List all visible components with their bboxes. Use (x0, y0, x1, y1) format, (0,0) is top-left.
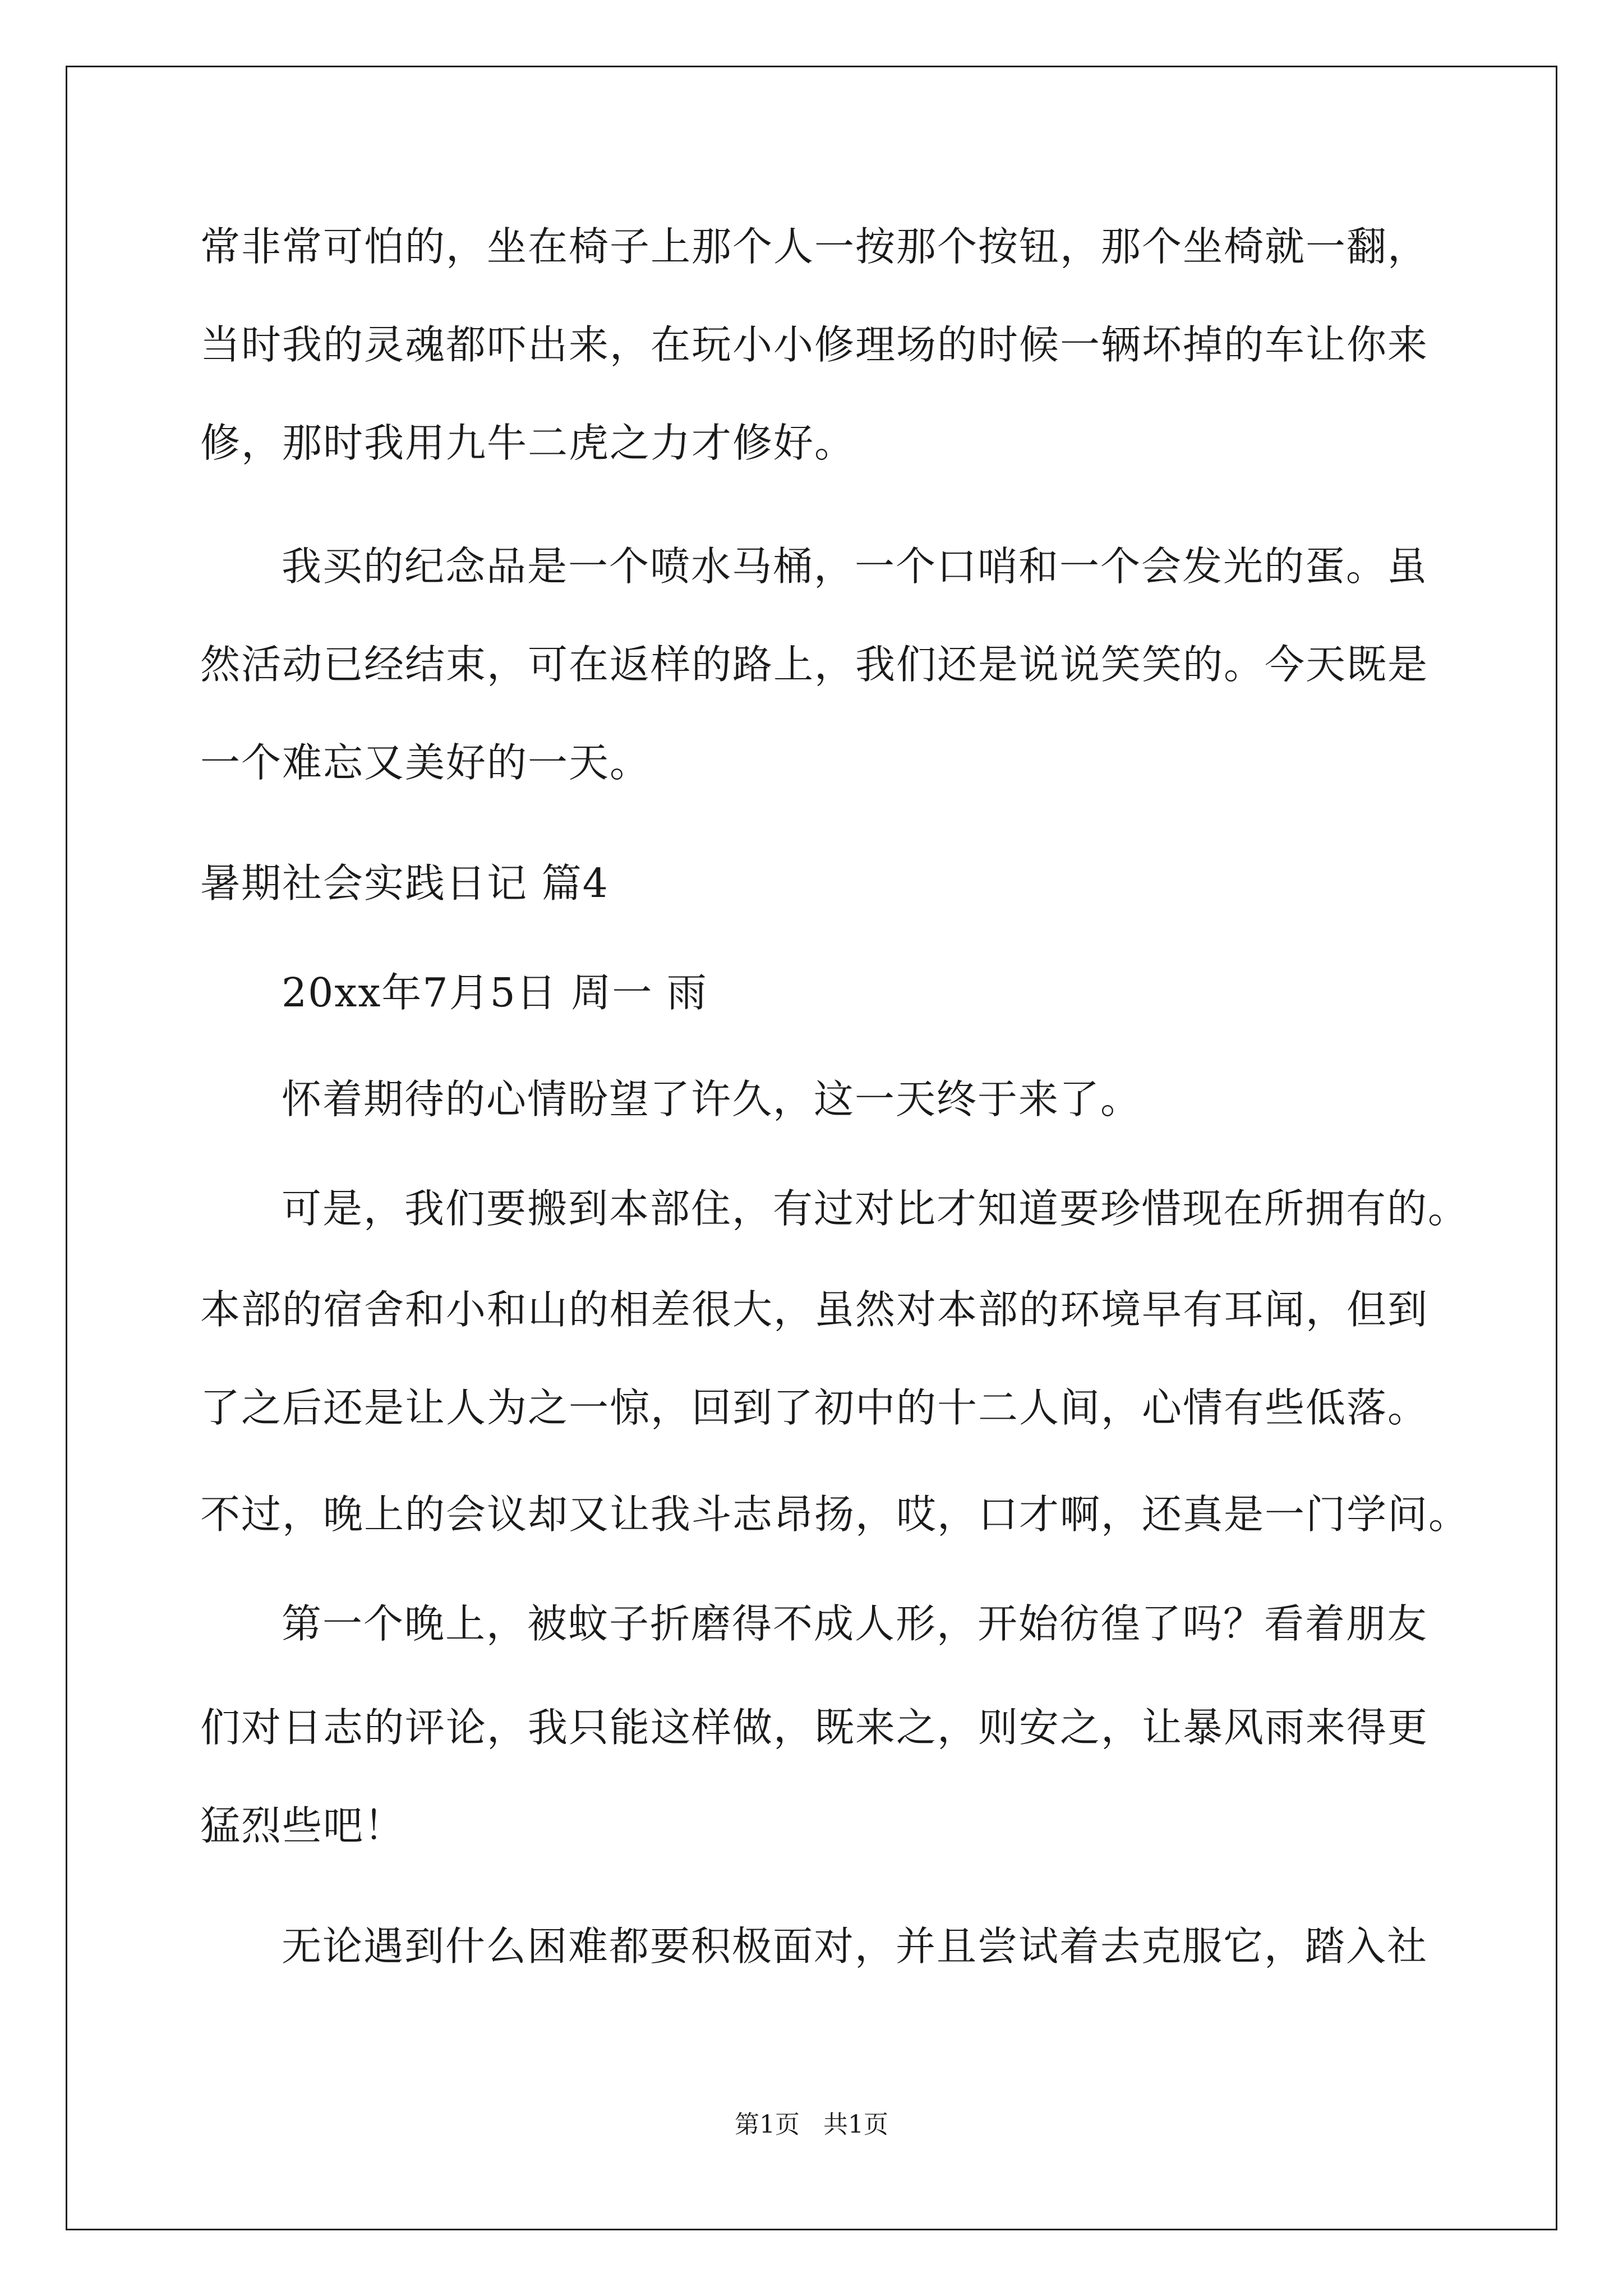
text-line-6: 一个难忘又美好的一天。 (200, 739, 651, 786)
text-line-12: 了之后还是让人为之一惊，回到了初中的十二人间，心情有些低落。 (200, 1384, 1429, 1431)
text-line-13: 不过，晚上的会议却又让我斗志昂扬，哎，口才啊，还真是一门学问。 (200, 1491, 1470, 1538)
text-line-11: 本部的宿舍和小和山的相差很大，虽然对本部的环境早有耳闻，但到 (200, 1286, 1429, 1333)
text-line-2: 当时我的灵魂都吓出来，在玩小小修理场的时候一辆坏掉的车让你来 (200, 321, 1429, 368)
page-footer (0, 2108, 1623, 2142)
text-line-1: 常非常可怕的，坐在椅子上那个人一按那个按钮，那个坐椅就一翻， (200, 223, 1429, 270)
text-line-10: 可是，我们要搬到本部住，有过对比才知道要珍惜现在所拥有的。 (282, 1185, 1469, 1232)
text-line-15: 们对日志的评论，我只能这样做，既来之，则安之，让暴风雨来得更 (200, 1704, 1429, 1751)
text-line-14: 第一个晚上，被蚊子折磨得不成人形，开始彷徨了吗？看着朋友 (282, 1600, 1428, 1647)
page-border (66, 66, 1557, 2230)
page-number: 第1页 (735, 2110, 800, 2139)
text-line-5: 然活动已经结束，可在返样的路上，我们还是说说笑笑的。今天既是 (200, 641, 1429, 688)
text-line-3: 修，那时我用九牛二虎之力才修好。 (200, 420, 856, 466)
text-line-9: 怀着期待的心情盼望了许久，这一天终于来了。 (282, 1076, 1142, 1122)
text-line-4: 我买的纪念品是一个喷水马桶，一个口哨和一个会发光的蛋。虽 (282, 543, 1428, 590)
section-heading: 暑期社会实践日记 篇4 (200, 860, 609, 907)
date-line: 20xx年7月5日 周一 雨 (282, 969, 708, 1016)
text-line-17: 无论遇到什么困难都要积极面对，并且尝试着去克服它，踏入社 (282, 1923, 1428, 1970)
page-total: 共1页 (823, 2110, 888, 2139)
text-line-16: 猛烈些吧！ (200, 1802, 405, 1849)
